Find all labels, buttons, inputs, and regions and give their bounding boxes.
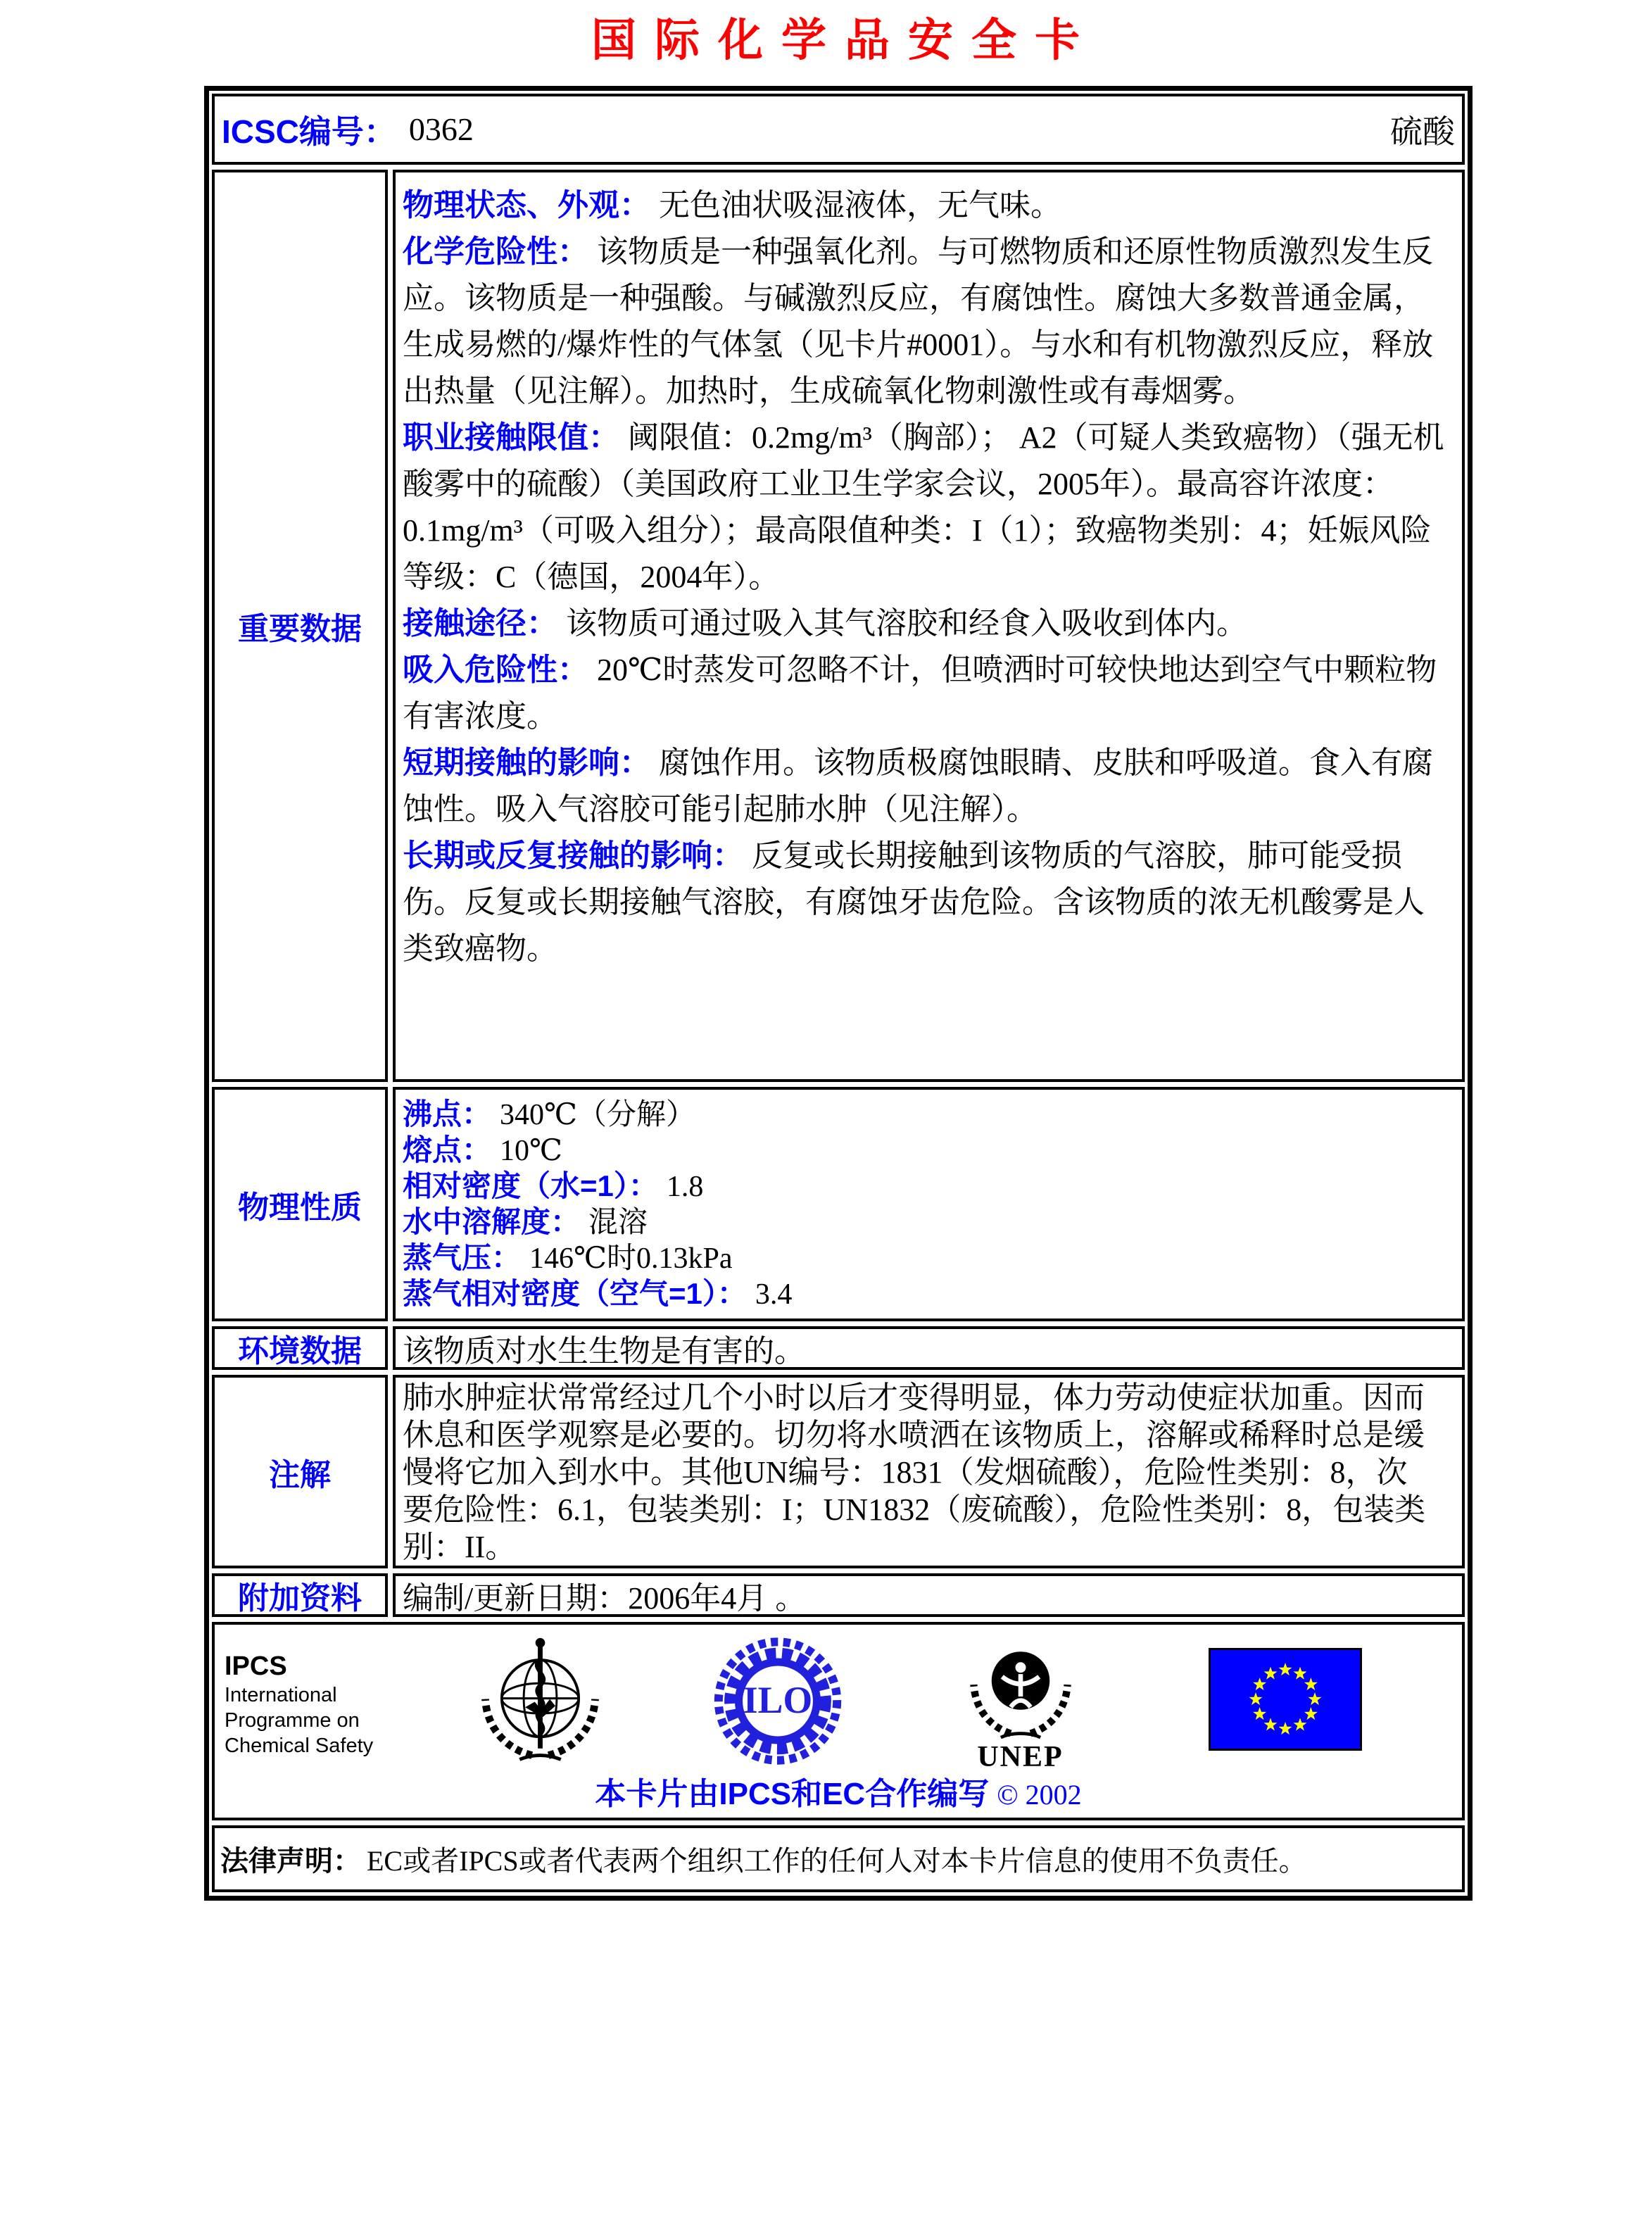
- important-data-content: [393, 170, 1465, 1082]
- cooperation-caption: 本卡片由IPCS和EC合作编写 © 2002: [595, 1777, 1082, 1811]
- ilo-logo-text: ILO: [743, 1679, 813, 1722]
- physical-properties-section: [212, 1087, 1465, 1321]
- environmental-data-section: [212, 1326, 1465, 1370]
- logos-section: [212, 1622, 1465, 1820]
- important-data-row-label: 重要数据: [212, 170, 388, 1082]
- physical-properties-content: [393, 1087, 1465, 1321]
- environmental-data-content: 该物质对水生生物是有害的。: [393, 1326, 1465, 1370]
- icsc-number-label: ICSC编号：: [222, 113, 396, 150]
- ilo-logo-icon: [711, 1636, 845, 1766]
- legal-notice-section: [212, 1825, 1465, 1892]
- legal-notice-label: 法律声明：: [220, 1846, 361, 1877]
- environmental-data-row-label: 环境数据: [212, 1326, 388, 1370]
- notes-section: [212, 1375, 1465, 1568]
- property-relative-density: 相对密度（水=1）： 1.8: [403, 1169, 704, 1203]
- property-water-solubility: 水中溶解度： 混溶: [403, 1205, 648, 1239]
- page-title: 国际化学品安全卡: [591, 15, 1098, 65]
- unep-logo-icon: [964, 1633, 1077, 1739]
- unep-logo-block: [962, 1633, 1078, 1772]
- paragraph-physical-state: 物理状态、外观： 无色油状吸湿液体，无气味。: [403, 188, 1061, 222]
- header-cell: [212, 94, 1465, 165]
- logos-cell: [212, 1622, 1465, 1820]
- ipcs-text-block: IPCS International Programme on Chemical Safety: [225, 1651, 374, 1757]
- property-vapor-density: 蒸气相对密度（空气=1）： 3.4: [403, 1277, 793, 1311]
- property-vapor-pressure: 蒸气压： 146℃时0.13kPa: [403, 1241, 733, 1275]
- header-row: [212, 94, 1465, 165]
- paragraph-exposure-routes: 接触途径： 该物质可通过吸入其气溶胶和经食入吸收到体内。: [403, 606, 1247, 641]
- physical-properties-row-label: 物理性质: [212, 1087, 388, 1321]
- additional-info-content: 编制/更新日期：2006年4月 。: [393, 1573, 1465, 1617]
- eu-flag-icon: [1209, 1648, 1362, 1751]
- icsc-card: [204, 86, 1473, 1901]
- legal-notice-cell: [212, 1825, 1465, 1892]
- unep-logo-text: UNEP: [977, 1741, 1064, 1773]
- legal-notice-text: EC或者IPCS或者代表两个组织工作的任何人对本卡片信息的使用不负责任。: [367, 1845, 1307, 1877]
- paragraph-inhalation-risk: 吸入危险性： 20℃时蒸发可忽略不计，但喷洒时可较快地达到空气中颗粒物有害浓度。: [403, 653, 1437, 734]
- property-boiling-point: 沸点： 340℃（分解）: [403, 1097, 695, 1131]
- paragraph-long-term-effects: 长期或反复接触的影响： 反复或长期接触到该物质的气溶胶，肺可能受损伤。反复或长期接触气溶胶，有腐蚀牙齿危险。含该物质的浓无机酸雾是人类致癌物。: [403, 838, 1425, 966]
- ipcs-acronym: IPCS: [225, 1651, 287, 1681]
- property-melting-point: 熔点： 10℃: [403, 1133, 562, 1167]
- paragraph-chemical-hazard: 化学危险性： 该物质是一种强氧化剂。与可燃物质和还原性物质激烈发生反应。该物质是一种强酸。与碱激烈反应，有腐蚀性。腐蚀大多数普通金属，生成易燃的/爆炸性的气体氢（见卡片#0001）。与水和有机物激烈反应，释放出热量（见注解）。加热时，生成硫氧化物刺激性或有毒烟雾。: [403, 234, 1434, 408]
- notes-content: 肺水肿症状常常经过几个小时以后才变得明显，体力劳动使症状加重。因而休息和医学观察是必要的。切勿将水喷洒在该物质上，溶解或稀释时总是缓慢将它加入到水中。其他UN编号：1831（发烟硫酸），危险性类别：8，次要危险性：6.1，包装类别：I；UN1832（废硫酸），危险性类别：8，包装类别：II。: [393, 1375, 1465, 1568]
- who-logo-icon: [472, 1633, 609, 1770]
- paragraph-short-term-effects: 短期接触的影响： 腐蚀作用。该物质极腐蚀眼睛、皮肤和呼吸道。食入有腐蚀性。吸入气溶胶可能引起肺水肿（见注解）。: [403, 745, 1433, 826]
- notes-row-label: 注解: [212, 1375, 388, 1568]
- additional-info-row-label: 附加资料: [212, 1573, 388, 1617]
- eu-flag-stars: [1211, 1650, 1360, 1749]
- paragraph-exposure-limits: 职业接触限值： 阈限值：0.2mg/m³（胸部）； A2（可疑人类致癌物）（强无机酸雾中的硫酸）（美国政府工业卫生学家会议，2005年）。最高容许浓度：0.1mg/m³（可吸入组分）；最高限值种类：I（1）；致癌物类别：4；妊娠风险等级：C（德国，2004年）。: [403, 420, 1444, 594]
- icsc-number-value: 0362: [408, 111, 474, 147]
- important-data-section: [212, 170, 1465, 1082]
- additional-info-section: [212, 1573, 1465, 1617]
- substance-name: 硫酸: [1390, 113, 1455, 150]
